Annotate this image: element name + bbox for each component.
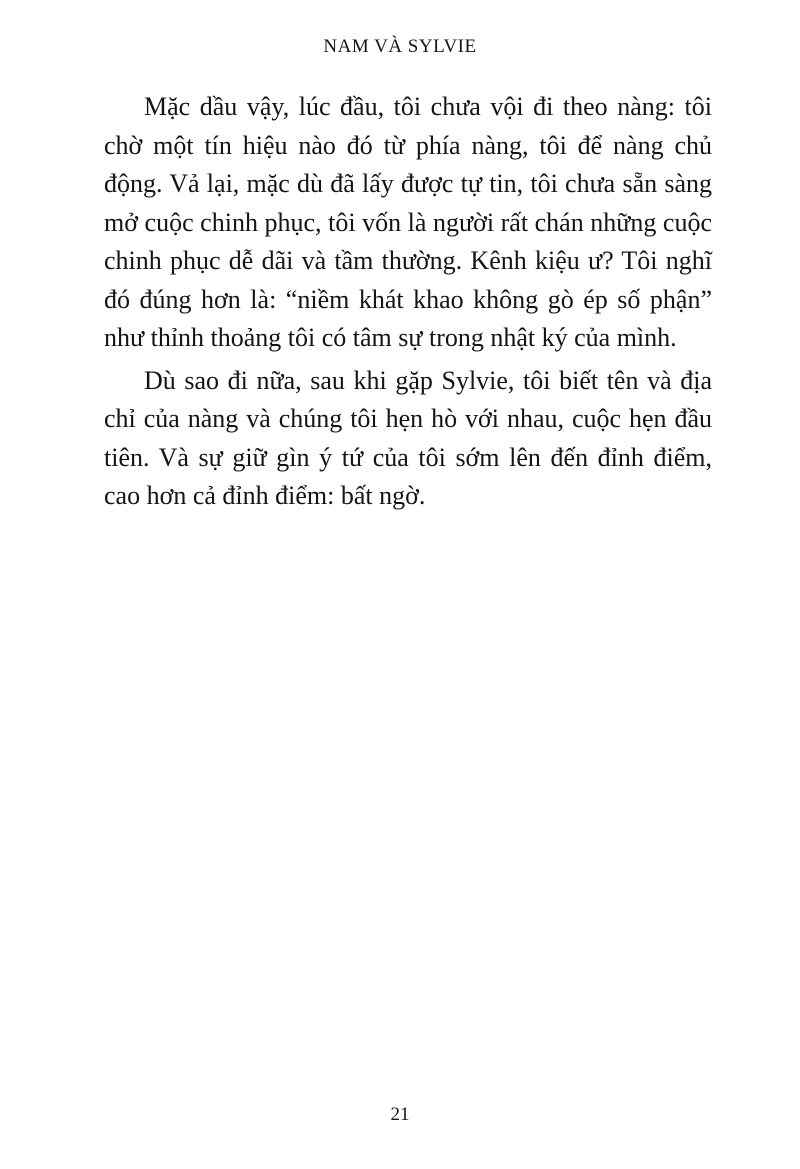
paragraph-1: Mặc dầu vậy, lúc đầu, tôi chưa vội đi theo nàng: tôi chờ một tín hiệu nào đó từ phía nàng, tôi để nàng chủ động. Vả lại, mặc dù đã lấy được tự tin, tôi chưa sẵn sàng mở cuộc chinh phục, tôi vốn là người rất chán những cuộc chinh phục dễ dãi và tầm thường. Kênh kiệu ư? Tôi nghĩ đó đúng hơn là: “niềm khát khao không gò ép số phận” như thỉnh thoảng tôi có tâm sự trong nhật ký của mình. <box>104 92 712 352</box>
running-header: NAM VÀ SYLVIE <box>323 36 477 57</box>
body-text <box>104 88 712 520</box>
paragraph-2: Dù sao đi nữa, sau khi gặp Sylvie, tôi biết tên và địa chỉ của nàng và chúng tôi hẹn hò với nhau, cuộc hẹn đầu tiên. Và sự giữ gìn ý tứ của tôi sớm lên đến đỉnh điểm, cao hơn cả đỉnh điểm: bất ngờ. <box>104 365 712 510</box>
page-number: 21 <box>390 1104 410 1125</box>
